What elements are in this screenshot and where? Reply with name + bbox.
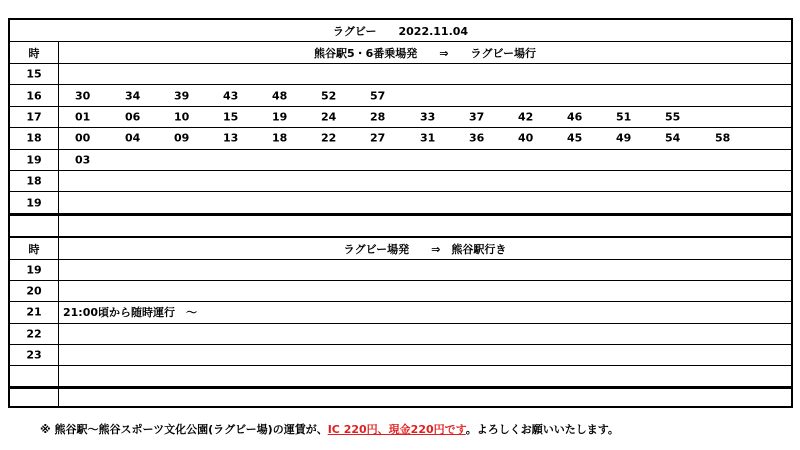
departure-minute: 06 [125,110,141,124]
hour-label: 21 [26,305,42,319]
footnote-prefix: ※ 熊谷駅～熊谷スポーツ文化公園(ラグビー場)の運賃が、 [40,423,328,436]
departure-minute: 49 [616,131,632,145]
departure-minute: 39 [174,89,190,103]
route-outbound: 熊谷駅5・6番乗場発 ⇒ ラグビー場行 [313,46,537,60]
departure-minute: 48 [272,89,288,103]
departure-minute: 30 [75,89,91,103]
departure-minute: 52 [321,89,337,103]
fare-footnote [40,421,619,437]
departure-minute: 10 [174,110,190,124]
hour-label: 19 [26,153,42,167]
timetable-row [10,302,791,323]
departure-minute: 36 [469,131,485,145]
departure-minute: 33 [420,110,436,124]
hour-header: 時 [28,242,40,256]
timetable-row [10,345,791,366]
timetable-sheet [8,18,793,408]
hour-label: 18 [26,131,42,145]
departure-minute: 03 [75,153,91,167]
section-separator [10,214,791,238]
timetable-row [10,107,791,128]
service-note: 21:00頃から随時運行 ～ [63,306,198,320]
departure-minute: 18 [272,131,288,145]
departure-minute: 04 [125,131,141,145]
departure-minute: 58 [715,131,731,145]
hour-label: 18 [26,174,42,188]
hour-label: 23 [26,348,42,362]
departure-minute: 24 [321,110,337,124]
timetable-row-empty [10,387,791,406]
route-return: ラグビー場発 ⇒ 熊谷駅行き [343,242,507,256]
hour-label: 15 [26,67,42,81]
hour-label: 17 [26,110,42,124]
timetable-title: ラグビー 2022.11.04 [332,24,469,38]
departure-minute: 00 [75,131,91,145]
hour-header: 時 [28,46,40,60]
timetable-row [10,64,791,85]
timetable-row [10,128,791,149]
timetable-row [10,260,791,281]
departure-minute: 15 [223,110,239,124]
departure-minute: 27 [370,131,386,145]
departure-minute: 54 [665,131,681,145]
departure-minute: 37 [469,110,485,124]
departure-minute: 43 [223,89,239,103]
departure-minute: 19 [272,110,288,124]
footnote-suffix: 。よろしくお願いいたします。 [465,423,619,436]
timetable-row [10,85,791,106]
hour-label: 22 [26,327,42,341]
departure-minute: 34 [125,89,141,103]
timetable-row [10,150,791,171]
timetable-row [10,366,791,387]
departure-minute: 45 [567,131,583,145]
departure-minute: 31 [420,131,436,145]
hour-label: 19 [26,196,42,210]
departure-minute: 09 [174,131,190,145]
departure-minute: 28 [370,110,386,124]
departure-minute: 42 [518,110,534,124]
departure-minute: 01 [75,110,91,124]
departure-minute: 46 [567,110,583,124]
fare-highlight: IC 220円、現金220円です [327,423,466,436]
departure-minute: 55 [665,110,681,124]
departure-minute: 51 [616,110,632,124]
departure-minute: 40 [518,131,534,145]
title-row [10,20,791,42]
timetable-row [10,281,791,302]
departure-minute: 13 [223,131,239,145]
departure-minute: 22 [321,131,337,145]
timetable-row [10,324,791,345]
hour-label: 19 [26,263,42,277]
hour-label: 20 [26,284,42,298]
timetable-row [10,192,791,213]
timetable-row [10,171,791,192]
section1-header-row [10,42,791,64]
hour-label: 16 [26,89,42,103]
section2-header-row [10,238,791,260]
departure-minute: 57 [370,89,386,103]
